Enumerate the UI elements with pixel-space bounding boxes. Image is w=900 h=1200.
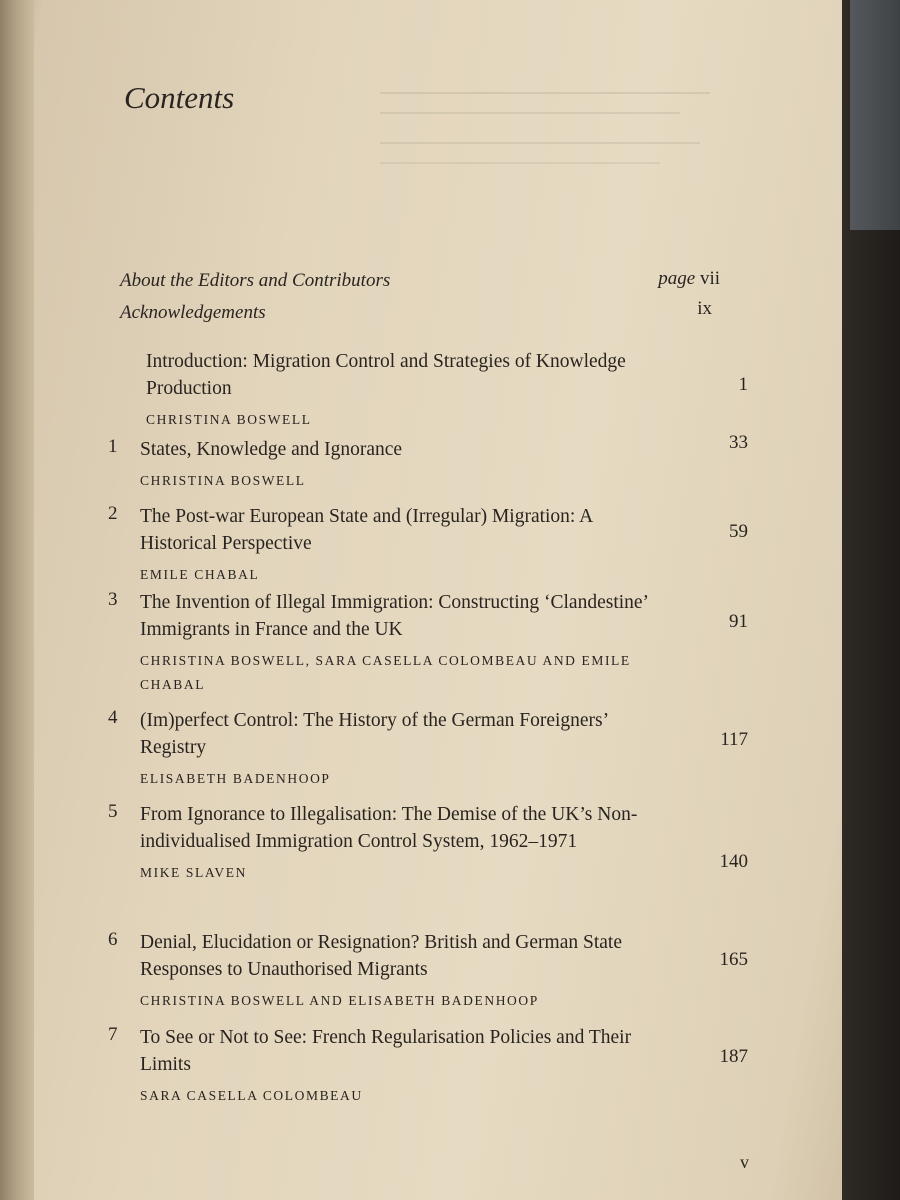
chapter-author: CHRISTINA BOSWELL: [146, 412, 312, 427]
chapter-number: 6: [108, 929, 118, 950]
chapter-title: To See or Not to See: French Regularisation Policies and Their Limits: [140, 1027, 632, 1075]
toc-entry[interactable]: [108, 801, 748, 885]
chapter-title: From Ignorance to Illegalisation: The Demise of the UK’s Non-individualised Immigration Control System, 1962–1971: [140, 804, 638, 852]
front-matter-about[interactable]: About the Editors and Contributors: [120, 270, 391, 291]
page-folio: v: [740, 1152, 749, 1172]
chapter-page: 165: [719, 949, 748, 970]
chapter-title: The Invention of Illegal Immigration: Constructing ‘Clandestine’ Immigrants in France and the UK: [140, 592, 648, 640]
page-word: page: [658, 268, 696, 289]
chapter-page: 91: [729, 611, 748, 632]
toc-entry[interactable]: [108, 929, 748, 1013]
toc-entry[interactable]: [108, 348, 748, 432]
chapter-author: EMILE CHABAL: [140, 567, 260, 582]
front-matter-acknowledgements[interactable]: Acknowledgements: [120, 302, 266, 323]
toc-entry[interactable]: [108, 1024, 748, 1108]
facing-page-edge: [0, 0, 34, 1200]
chapter-author: MIKE SLAVEN: [140, 865, 247, 880]
chapter-page: 59: [729, 521, 748, 542]
page-number: ix: [697, 298, 712, 319]
chapter-number: 2: [108, 503, 118, 524]
chapter-title: States, Knowledge and Ignorance: [140, 439, 403, 460]
front-matter-about-page: [600, 268, 720, 290]
chapter-author: CHRISTINA BOSWELL AND ELISABETH BADENHOOP: [140, 993, 539, 1008]
chapter-number: 7: [108, 1024, 118, 1045]
chapter-number: 4: [108, 707, 118, 728]
chapter-author: CHRISTINA BOSWELL: [140, 473, 306, 488]
chapter-author: ELISABETH BADENHOOP: [140, 771, 331, 786]
page-number: vii: [699, 268, 720, 289]
chapter-title: The Post-war European State and (Irregular) Migration: A Historical Perspective: [140, 506, 593, 554]
chapter-page: 140: [719, 851, 748, 872]
toc-entry[interactable]: [108, 707, 748, 791]
toc-entry[interactable]: [108, 503, 748, 587]
chapter-number: 5: [108, 801, 118, 822]
chapter-number: 1: [108, 436, 118, 457]
front-matter-acknowledgements-page: [592, 298, 712, 320]
chapter-page: 187: [719, 1046, 748, 1067]
chapter-page: 33: [729, 432, 748, 453]
chapter-page: 117: [720, 729, 748, 750]
chapter-author: CHRISTINA BOSWELL, SARA CASELLA COLOMBEAU AND EMILE CHABAL: [140, 653, 631, 692]
contents-heading: Contents: [124, 80, 235, 115]
chapter-title: Denial, Elucidation or Resignation? British and German State Responses to Unauthorised Migrants: [140, 932, 622, 980]
toc-entry[interactable]: [108, 589, 748, 697]
chapter-page: 1: [738, 374, 748, 395]
toc-entry[interactable]: [108, 432, 748, 493]
chapter-title: Introduction: Migration Control and Strategies of Knowledge Production: [146, 351, 626, 399]
background-surface: [842, 0, 900, 1200]
chapter-author: SARA CASELLA COLOMBEAU: [140, 1088, 363, 1103]
chapter-title: (Im)perfect Control: The History of the German Foreigners’ Registry: [140, 710, 608, 758]
chapter-number: 3: [108, 589, 118, 610]
